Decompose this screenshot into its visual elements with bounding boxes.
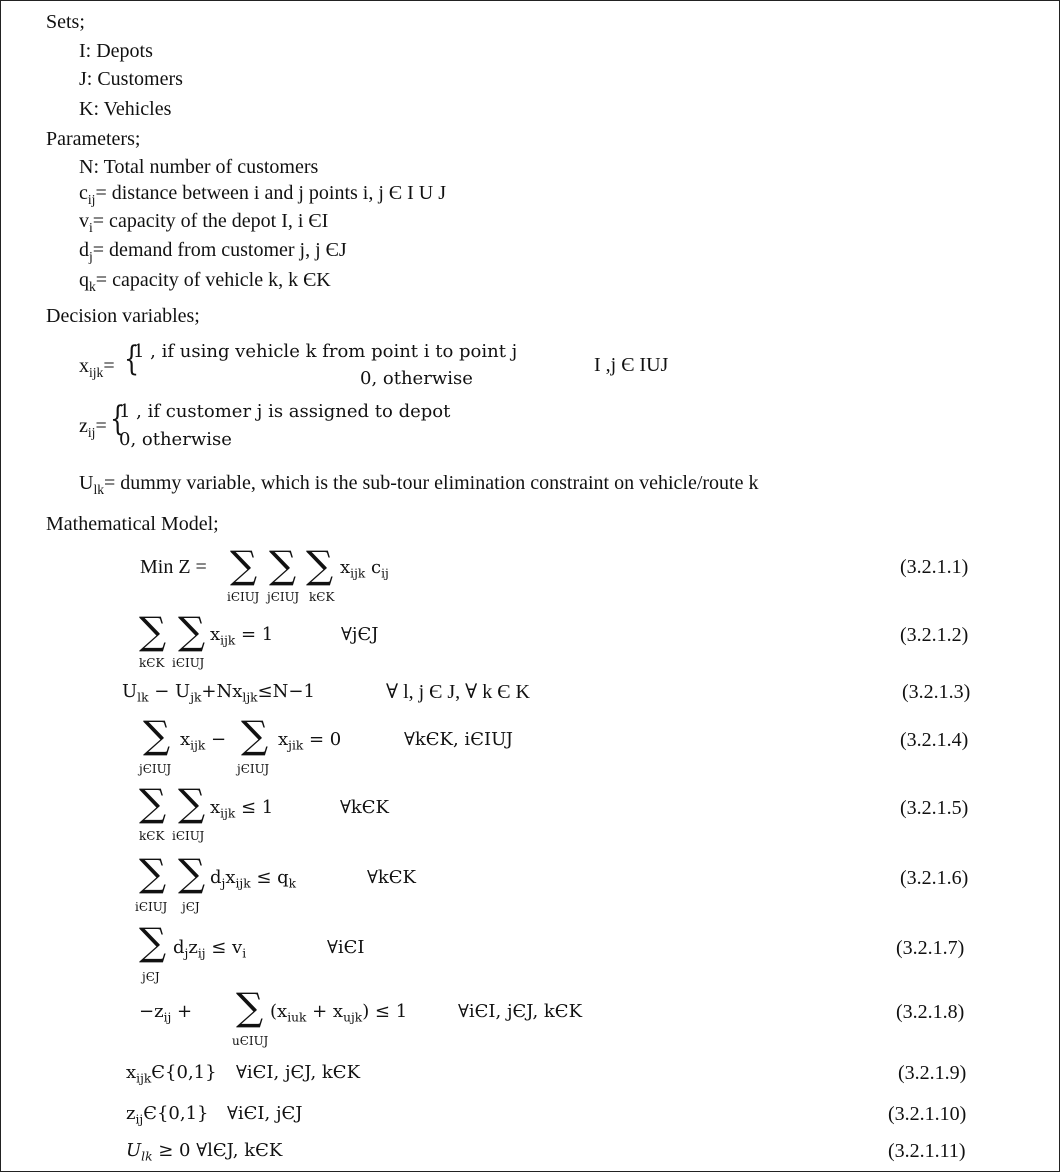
eq1-sum-3: ∑ xyxy=(306,543,334,587)
eq1-sum-2: ∑ xyxy=(269,543,297,587)
sets-heading: Sets; xyxy=(46,11,85,33)
eq6-sum-1-index: iЄIUJ xyxy=(135,900,168,914)
eq2-sum-2-index: iЄIUJ xyxy=(172,656,205,670)
model-heading: Mathematical Model; xyxy=(46,513,219,535)
eq11-body: $U_{lk} \ge 0$ ∀lЄJ, kЄK xyxy=(126,1140,283,1164)
z-case-1: 1 , if customer j is assigned to depot xyxy=(119,401,451,422)
eq2-sum-2: ∑ xyxy=(178,609,206,653)
eq1-sum-1-index: iЄIUJ xyxy=(227,590,260,604)
eq6-condition: ∀kЄK xyxy=(367,867,416,888)
set-vehicles: K: Vehicles xyxy=(79,98,172,120)
var-u: $U_{lk}=$ dummy variable, which is the sub-tour elimination constraint on vehicle/route k xyxy=(79,472,759,497)
var-x-symbol: $x_{ijk}=$ xyxy=(79,355,115,380)
param-n: N: Total number of customers xyxy=(79,156,319,178)
set-depots: I: Depots xyxy=(79,40,153,62)
eq2-sum-1-index: kЄK xyxy=(139,656,165,670)
eq4-sum-1-index: jЄIUJ xyxy=(139,762,172,776)
eq11-number: (3.2.1.11) xyxy=(888,1140,966,1162)
eq2-number: (3.2.1.2) xyxy=(900,624,969,646)
eq5-sum-2: ∑ xyxy=(178,781,206,825)
eq10-condition: ∀iЄI, jЄJ xyxy=(227,1103,303,1124)
eq1-sum-2-index: jЄIUJ xyxy=(267,590,300,604)
var-z-symbol: $z_{ij}=$ xyxy=(79,415,107,440)
z-case-2: 0, otherwise xyxy=(119,429,232,450)
eq4-sum-2: ∑ xyxy=(241,713,269,757)
param-c: $c_{ij}=$ distance between i and j points i, j Є I U J xyxy=(79,182,446,207)
eq5-sum-2-index: iЄIUJ xyxy=(172,829,205,843)
eq8-number: (3.2.1.8) xyxy=(896,1001,965,1023)
set-customers: J: Customers xyxy=(79,68,183,90)
x-domain: I ,j Є IUJ xyxy=(594,354,669,376)
eq1-sum-3-index: kЄK xyxy=(309,590,335,604)
x-case-2: 0, otherwise xyxy=(360,368,473,389)
eq1-body: $x_{ijk}$ $c_{ij}$ xyxy=(340,557,389,581)
eq4-number: (3.2.1.4) xyxy=(900,729,969,751)
eq7-sum-1-index: jЄJ xyxy=(142,970,160,984)
param-q: $q_k=$ capacity of vehicle k, k ЄK xyxy=(79,269,331,294)
param-v: $v_i=$ capacity of the depot I, i ЄI xyxy=(79,210,329,235)
eq5-condition: ∀kЄK xyxy=(340,797,389,818)
eq9-body: $x_{ijk}Є\{0,1\}$ xyxy=(126,1062,217,1086)
param-d: $d_j=$ demand from customer j, j ЄJ xyxy=(79,239,347,264)
eq10-number: (3.2.1.10) xyxy=(888,1103,967,1125)
eq2-body: $x_{ijk} = 1$ xyxy=(210,624,274,648)
z-cases-brace: { xyxy=(110,399,126,439)
eq2-condition: ∀jЄJ xyxy=(341,624,379,645)
eq7-condition: ∀iЄI xyxy=(327,937,365,958)
eq6-sum-2: ∑ xyxy=(178,851,206,895)
eq6-body: $d_jx_{ijk} \le q_k$ xyxy=(210,867,297,891)
eq9-number: (3.2.1.9) xyxy=(898,1062,967,1084)
eq1-lhs: Min Z = xyxy=(140,556,207,578)
eq4-term-1: $x_{ijk}$ − xyxy=(180,729,227,753)
eq9-condition: ∀iЄI, jЄJ, kЄK xyxy=(236,1062,361,1083)
eq7-sum-1: ∑ xyxy=(139,920,167,964)
eq7-number: (3.2.1.7) xyxy=(896,937,965,959)
eq7-body: $d_jz_{ij} \le v_i$ xyxy=(173,937,247,961)
eq3-number: (3.2.1.3) xyxy=(902,681,971,703)
x-cases-brace: { xyxy=(124,339,140,379)
eq3-condition: ∀ l, j Є J, ∀ k Є K xyxy=(386,681,530,703)
eq6-sum-2-index: jЄJ xyxy=(182,900,200,914)
eq4-term-2: $x_{jik} = 0$ xyxy=(278,729,342,753)
eq5-number: (3.2.1.5) xyxy=(900,797,969,819)
eq4-sum-1: ∑ xyxy=(143,713,171,757)
parameters-heading: Parameters; xyxy=(46,128,141,150)
eq1-number: (3.2.1.1) xyxy=(900,556,969,578)
eq10-body: $z_{ij}Є\{0,1\}$ xyxy=(126,1103,209,1127)
eq8-condition: ∀iЄI, jЄJ, kЄK xyxy=(458,1001,583,1022)
eq1-sum-1: ∑ xyxy=(230,543,258,587)
eq5-sum-1: ∑ xyxy=(139,781,167,825)
eq8-prefix: $-z_{ij}$ + xyxy=(139,1001,193,1025)
eq4-condition: ∀kЄK, iЄIUJ xyxy=(404,729,513,750)
eq8-sum-1-index: uЄIUJ xyxy=(232,1034,269,1048)
eq6-number: (3.2.1.6) xyxy=(900,867,969,889)
eq8-body: $(x_{iuk} + x_{ujk}) \le 1$ xyxy=(270,1001,408,1025)
x-case-1: 1 , if using vehicle k from point i to point j xyxy=(133,341,518,362)
eq3-body: $U_{lk} - U_{jk}+Nx_{ljk}\le N-1$ xyxy=(122,681,315,705)
eq5-sum-1-index: kЄK xyxy=(139,829,165,843)
eq2-sum-1: ∑ xyxy=(139,609,167,653)
decision-heading: Decision variables; xyxy=(46,305,200,327)
eq6-sum-1: ∑ xyxy=(139,851,167,895)
eq8-sum-1: ∑ xyxy=(236,985,264,1029)
eq5-body: $x_{ijk} \le 1$ xyxy=(210,797,274,821)
eq4-sum-2-index: jЄIUJ xyxy=(237,762,270,776)
